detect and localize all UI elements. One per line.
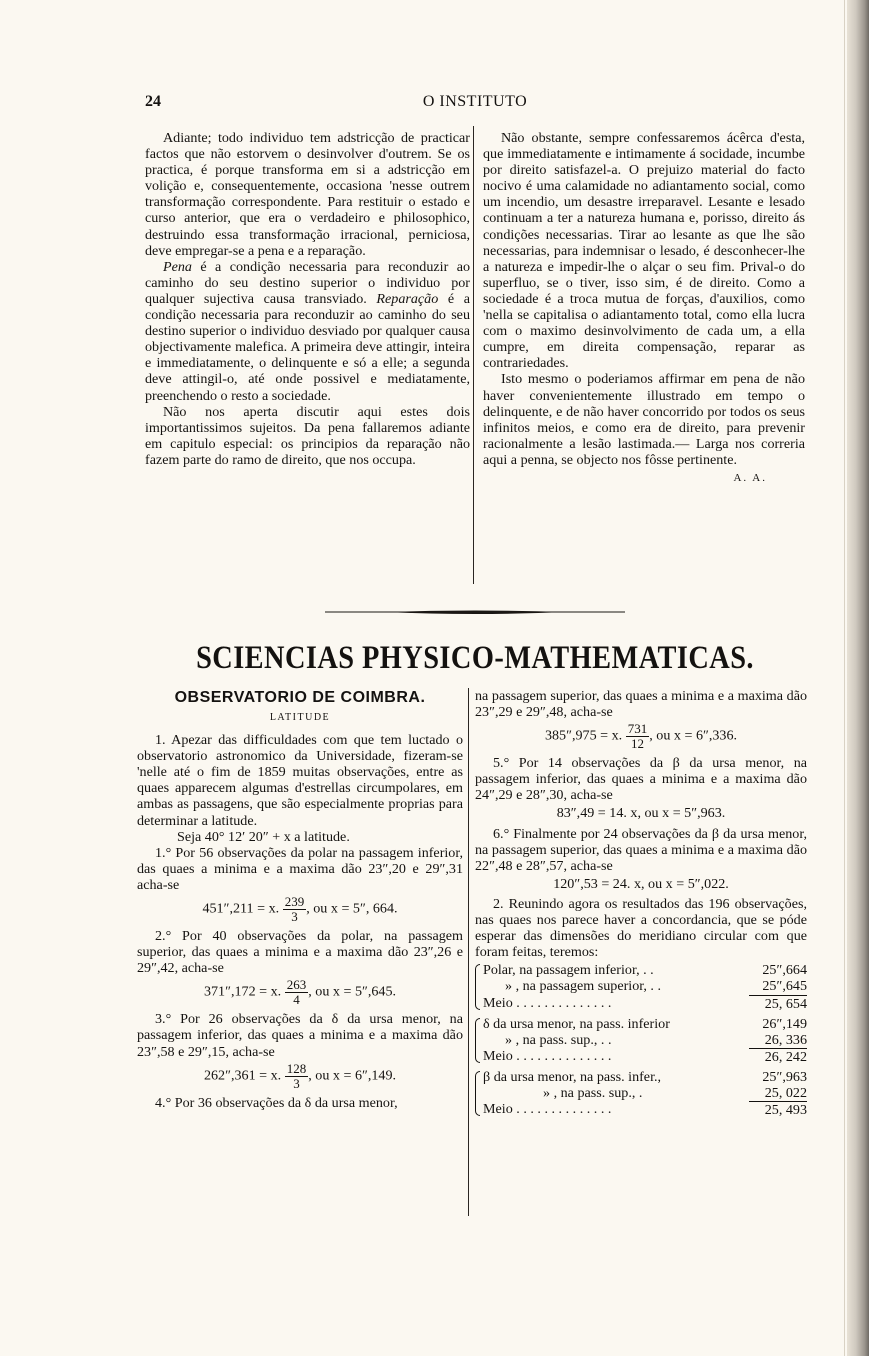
paragraph: 4.° Por 36 observações da δ da ursa menor, (155, 1094, 398, 1111)
page-header (145, 93, 805, 115)
paragraph: 2.° Por 40 observações da polar, na passagem superior, das quaes a minima e a maxima dão 23″,26 e 29″,42, acha-se (137, 928, 463, 977)
paragraph: 1. Apezar das difficuldades com que tem luctado o observatorio astronomico da Universidade, fizeram-se 'nelle até o fim de 1859 muitas observações, entre as quaes apparecem algumas d'estrellas circumpolares, em ambas as passagens, que são especialmente proprias para determinar a latitude. (137, 732, 463, 829)
paragraph: 5.° Por 14 observações da β da ursa menor, na passagem inferior, das quaes a minima e a maxima dão 24″,29 e 28″,30, acha-se (475, 755, 807, 804)
equation: 451″,211 = x. $\frac{239}{3}$ , ou x = 5″, 664. (202, 894, 398, 925)
paragraph: 1.° Por 56 observações da polar na passagem inferior, das quaes a minima e a maxima dão 23″,20 e 29″,31 acha-se (137, 844, 463, 893)
page-number: 24 (145, 93, 161, 110)
paragraph: Não obstante, sempre confessaremos ácêrca d'esta, que immediatamente e intimamente á socidade, incumbe por direito satisfazel-a. O prejuizo material do facto nocivo é uma calamidade no adiantamento social, como um incendio, um desastre irreparavel. Lesante e lesado continuam a ter a natureza humana e, porisso, direito ás condições necessarias. Tirar ao lesante as que lhe são necessarias, para indemnisar o lesado, é desconhecer-lhe a natureza e impedir-lhe o alçar o seu fim. Prival-o do superfluo, se o tiver, isso sim, é de direito. Como a sociedade é a troca mutua de forças, d'auxilios, como 'nella se capitalisa o adiantamento total, como ella lucra com o maximo desinvolvimento de cada um, a ella cumpre, em direita compensação, reparar as contrariedades. (483, 130, 805, 372)
article1-column-right (483, 130, 805, 486)
latitude-formula: Seja 40° 12′ 20″ + x a latitude. (177, 828, 350, 845)
article-subheading: LATITUDE (269, 712, 331, 723)
paragraph: Não nos aperta discutir aqui estes dois importantissimos sujeitos. Da pena fallaremos adiante em capitulo especial: os principios da reparação não fazem parte do ramo de direito, que nos occupa. (145, 403, 470, 468)
book-binding (847, 0, 869, 1356)
page-edge-line (844, 0, 845, 1356)
table-row: Polar, na passagem inferior, . . 25″,664 (483, 962, 807, 979)
table-row: » , na passagem superior, . . 25″,645 (505, 978, 807, 995)
running-title: O INSTITUTO (422, 93, 528, 110)
results-group-polar (475, 962, 807, 1011)
fraction: $\frac{128}{3}$ (286, 1060, 307, 1091)
table-row-mean: Meio . . . . . . . . . . . . . . 26, 242 (483, 1047, 807, 1065)
table-row-mean: Meio . . . . . . . . . . . . . . 25, 493 (483, 1101, 807, 1119)
paragraph: 6.° Finalmente por 24 observações da β da ursa menor, na passagem superior, das quaes a minima e a maxima dão 22″,48 e 28″,57, acha-se (475, 825, 807, 874)
column-divider (468, 688, 469, 1216)
paragraph: 3.° Por 26 observações da δ da ursa menor, na passagem inferior, das quaes a minima e a maxima dão 23″,58 e 29″,15, acha-se (137, 1011, 463, 1060)
table-row: » , na pass. sup., . . 26, 336 (505, 1031, 807, 1048)
fraction: $\frac{263}{4}$ (286, 977, 307, 1008)
table-row-mean: Meio . . . . . . . . . . . . . . 25, 654 (483, 994, 807, 1012)
paragraph: Pena é a condição necessaria para reconduzir ao caminho do seu destino superior o individuo por qualquer sujectiva causa transviado. Reparação é a condição necessaria para reconduzir ao caminho do seu destino superior o individuo desviado por qualquer causa objectivamente malefica. A primeira deve attingir, inteira e immediatamente, o delinquente e só a elle; a segunda deve attingil-o, até onde possivel e mediatamente, preenchendo o resto a sociedade. (145, 258, 470, 404)
section-title: SCIENCIAS PHYSICO-MATHEMATICAS. (196, 640, 754, 676)
column-divider (473, 126, 474, 584)
results-group-beta (475, 1069, 807, 1118)
paragraph: Isto mesmo o poderiamos affirmar em pena de não haver convenientemente illustrado em tempo o delinquente, e de não haver concorrido por todos os seus infinitos meios, e como era de direito, para prevenir racionalmente a lesão lastimada.— Larga nos correria aqui a penna, se objecto nos fôsse pertinente. (483, 371, 805, 468)
results-table (475, 962, 807, 1118)
signature: A. A. (733, 471, 767, 484)
paragraph: 2. Reunindo agora os resultados das 196 observações, nas quaes nos parece haver a concordancia, que se póde esperar das dimensões do meridiano circular com que foram feitas, teremos: (475, 895, 807, 961)
equation: 262″,361 = x. $\frac{128}{3}$ , ou x = 6″,149. (203, 1060, 397, 1091)
equation: 83″,49 = 14. x, ou x = 5″,963. (556, 805, 726, 822)
equation: 371″,172 = x. $\frac{263}{4}$ , ou x = 5″,645. (203, 977, 397, 1008)
fraction: $\frac{731}{12}$ (627, 721, 648, 752)
section-ornament-rule (325, 609, 625, 617)
fraction: $\frac{239}{3}$ (284, 894, 305, 925)
table-row: » , na pass. sup., . 25, 022 (543, 1084, 807, 1101)
article1-column-left (145, 130, 470, 468)
emphasis: Reparação (376, 290, 439, 307)
article2-column-left (137, 688, 463, 1111)
table-row: δ da ursa menor, na pass. inferior 26″,149 (483, 1015, 807, 1032)
article2-column-right (475, 688, 807, 1122)
results-group-delta (475, 1016, 807, 1065)
emphasis: Pena (163, 258, 192, 275)
paragraph: Adiante; todo individuo tem adstricção de practicar factos que não estorvem o desinvolver d'outrem. Se os practica, é porque transforma em si a adstricção em volição e, consequentemente, occasiona 'nesse outrem transformação correspondente. Para restituir o estado e curso anterior, que era o verdadeiro e philosophico, destruindo essa transformação irracional, perniciosa, deve empregar-se a pena e a reparação. (145, 130, 470, 259)
article-heading: OBSERVATORIO DE COIMBRA. (174, 689, 426, 706)
equation: 385″,975 = x. $\frac{731}{12}$ , ou x = 6″,336. (544, 721, 738, 752)
table-row: β da ursa menor, na pass. infer., 25″,963 (483, 1068, 807, 1085)
paragraph: na passagem superior, das quaes a minima e a maxima dão 23″,29 e 29″,48, acha-se (475, 688, 807, 721)
equation: 120″,53 = 24. x, ou x = 5″,022. (553, 875, 729, 892)
